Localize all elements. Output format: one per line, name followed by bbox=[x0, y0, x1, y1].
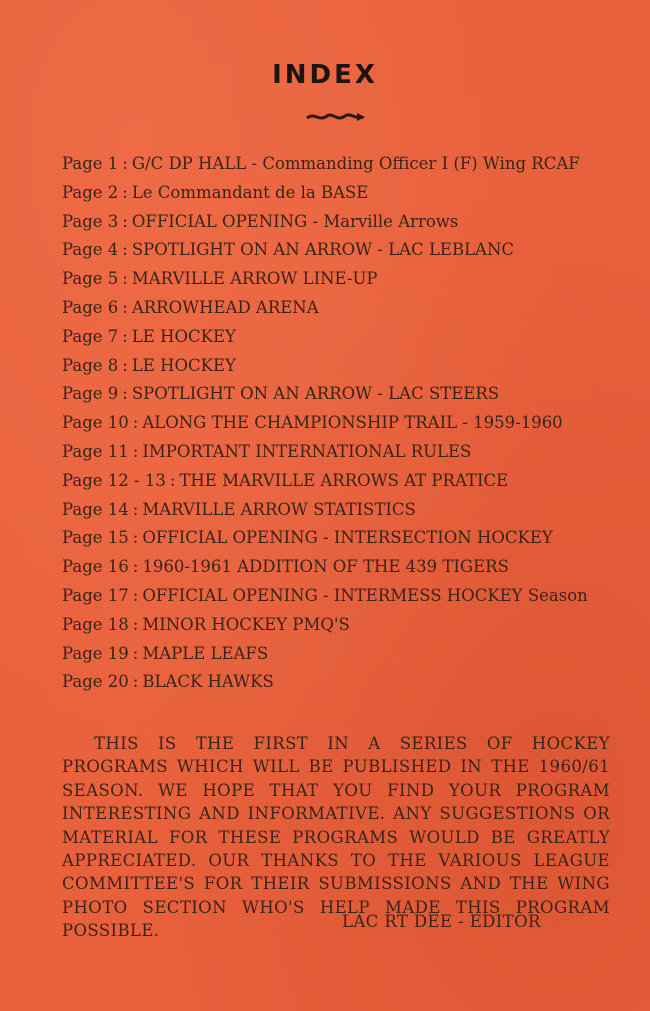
index-entry bbox=[62, 323, 642, 352]
index-entry-title: OFFICIAL OPENING - Marville Arrows bbox=[131, 211, 459, 231]
index-separator: : bbox=[122, 154, 128, 173]
index-separator: : bbox=[122, 384, 128, 404]
page-title: INDEX bbox=[272, 60, 378, 90]
index-page-number: Page 8 bbox=[62, 355, 119, 375]
index-entry-title: LE HOCKEY bbox=[131, 326, 236, 346]
index-entry-title: BLACK HAWKS bbox=[142, 672, 274, 692]
index-entry bbox=[62, 208, 642, 237]
index-separator: : bbox=[122, 269, 128, 289]
index-separator: : bbox=[122, 211, 128, 231]
index-entry-title: THE MARVILLE ARROWS AT PRATICE bbox=[179, 470, 509, 490]
index-separator: : bbox=[132, 528, 139, 548]
index-page-number: Page 12 - 13 bbox=[62, 470, 166, 490]
arrow-ornament-icon bbox=[305, 108, 367, 126]
index-page-number: Page 6 bbox=[62, 297, 119, 317]
editor-signature: LAC RT DEE - EDITOR bbox=[342, 912, 541, 931]
index-page-number: Page 2 bbox=[62, 182, 119, 202]
index-separator: : bbox=[169, 470, 176, 490]
index-page-number: Page 18 bbox=[62, 614, 129, 634]
index-page-number: Page 15 bbox=[62, 528, 129, 548]
index-entry bbox=[62, 524, 642, 553]
index-entry bbox=[62, 380, 642, 409]
index-separator: : bbox=[122, 297, 128, 317]
index-entry-title: MARVILLE ARROW LINE-UP bbox=[131, 269, 378, 289]
index-entry bbox=[62, 438, 642, 467]
index-separator: : bbox=[132, 672, 139, 692]
index-page-number: Page 1 bbox=[62, 154, 119, 173]
index-separator: : bbox=[122, 355, 128, 375]
index-separator: : bbox=[132, 643, 139, 663]
index-separator: : bbox=[132, 614, 139, 634]
index-entry-title: IMPORTANT INTERNATIONAL RULES bbox=[142, 441, 472, 461]
index-page-number: Page 14 bbox=[62, 499, 129, 519]
index-entry bbox=[62, 236, 642, 265]
index-entry bbox=[62, 179, 642, 208]
index-page-number: Page 3 bbox=[62, 211, 119, 231]
index-separator: : bbox=[132, 499, 139, 519]
index-entry bbox=[62, 582, 642, 611]
index-page-number: Page 19 bbox=[62, 643, 129, 663]
index-entry bbox=[62, 496, 642, 525]
index-entry-title: LE HOCKEY bbox=[131, 355, 236, 375]
index-separator: : bbox=[122, 326, 128, 346]
index-entry-title: ARROWHEAD ARENA bbox=[131, 297, 319, 317]
index-page-number: Page 7 bbox=[62, 326, 119, 346]
index-separator: : bbox=[132, 585, 139, 605]
index-entry bbox=[62, 294, 642, 323]
index-entry-title: 1960-1961 ADDITION OF THE 439 TIGERS bbox=[142, 557, 509, 577]
index-separator: : bbox=[132, 557, 139, 577]
index-entry bbox=[62, 668, 642, 697]
index-separator: : bbox=[122, 240, 128, 260]
index-page-number: Page 9 bbox=[62, 384, 119, 404]
index-page-number: Page 10 bbox=[62, 413, 129, 433]
index-page-number: Page 11 bbox=[62, 441, 129, 461]
index-entry bbox=[62, 553, 642, 582]
index-separator: : bbox=[132, 413, 139, 433]
index-entry-title: MAPLE LEAFS bbox=[142, 643, 269, 663]
index-entry-title: OFFICIAL OPENING - INTERMESS HOCKEY Season bbox=[142, 585, 588, 605]
index-page-number: Page 20 bbox=[62, 672, 129, 692]
index-entry-title: SPOTLIGHT ON AN ARROW - LAC STEERS bbox=[131, 384, 500, 404]
editor-note: THIS IS THE FIRST IN A SERIES OF HOCKEY PROGRAMS WHICH WILL BE PUBLISHED IN THE 1960/61 SEASON. WE HOPE THAT YOU FIND YOUR PROGRAM INTERESTING AND INFORMATIVE. ANY SUGGESTIONS OR MATERIAL FOR THESE PROGRAMS WOULD BE GREATLY APPRECIATED. OUR THANKS TO THE VARIOUS LEAGUE COMMITTEE'S FOR THEIR SUBMISSIONS AND THE WING PHOTO SECTION WHO'S HELP MADE THIS PROGRAM POSSIBLE. bbox=[62, 734, 610, 941]
index-entry bbox=[62, 150, 642, 179]
index-entry-title: MINOR HOCKEY PMQ'S bbox=[142, 614, 350, 634]
index-entry bbox=[62, 409, 642, 438]
index-entry bbox=[62, 352, 642, 381]
index-entry bbox=[62, 265, 642, 294]
index-entry bbox=[62, 640, 642, 669]
index-entry-title: MARVILLE ARROW STATISTICS bbox=[142, 499, 416, 519]
index-separator: : bbox=[132, 441, 139, 461]
index-separator: : bbox=[122, 182, 128, 202]
index-entry bbox=[62, 611, 642, 640]
index-entry-title: Le Commandant de la BASE bbox=[131, 182, 369, 202]
index-entry-title: G/C DP HALL - Commanding Officer I (F) Wing RCAF bbox=[131, 154, 580, 173]
index-entry-title: SPOTLIGHT ON AN ARROW - LAC LEBLANC bbox=[131, 240, 515, 260]
index-page-number: Page 4 bbox=[62, 240, 119, 260]
index-entry bbox=[62, 467, 642, 496]
index-page-number: Page 5 bbox=[62, 269, 119, 289]
index-list bbox=[62, 150, 642, 697]
index-entry-title: OFFICIAL OPENING - INTERSECTION HOCKEY bbox=[142, 528, 553, 548]
index-page-number: Page 17 bbox=[62, 585, 129, 605]
index-entry-title: ALONG THE CHAMPIONSHIP TRAIL - 1959-1960 bbox=[142, 413, 563, 433]
index-page-number: Page 16 bbox=[62, 557, 129, 577]
